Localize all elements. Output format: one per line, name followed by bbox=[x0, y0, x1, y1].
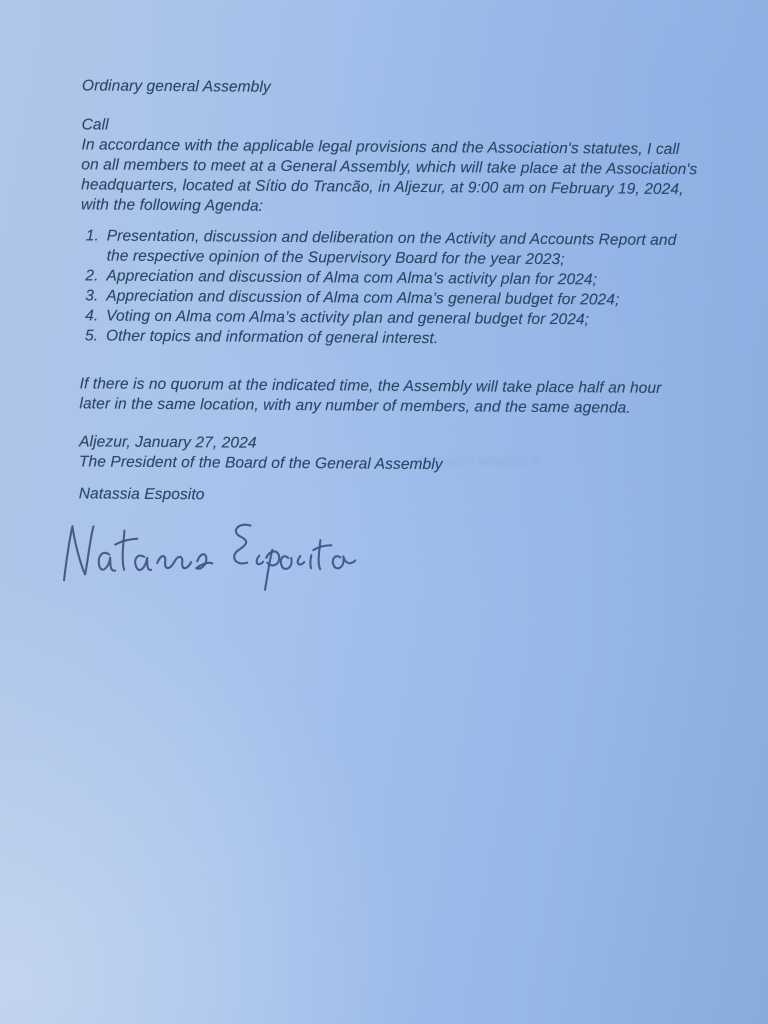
signatory-title: The President of the Board of the General Assembly bbox=[78, 453, 443, 474]
agenda-item-text: Appreciation and discussion of Alma com Alma’s general budget for 2024; bbox=[106, 287, 620, 309]
quorum-paragraph: If there is no quorum at the indicated time, the Assembly will take place half an hour later in the same location, with any number of members, and the same agenda. bbox=[79, 375, 662, 417]
agenda-list bbox=[80, 226, 697, 351]
letter-content bbox=[79, 76, 704, 509]
agenda-item-text: Presentation, discussion and deliberation on the Activity and Accounts Report and the respective opinion of the Supervisory Board for the year 2023; bbox=[106, 227, 677, 269]
intro-paragraph: In accordance with the applicable legal provisions and the Association's statutes, I call on all members to meet at a General Assembly, which will take place at the Association's headquarters, located at Sítio do Trancão, in Aljezur, at 9:00 am on February 19, 2024, with the following Agenda: bbox=[80, 136, 698, 215]
signature-ink-strokes bbox=[54, 498, 365, 605]
agenda-item-number: 5. bbox=[84, 327, 99, 345]
agenda-item-text: Voting on Alma com Alma’s activity plan and general budget for 2024; bbox=[106, 307, 590, 329]
show-through-text: e General Assembly bbox=[414, 452, 540, 468]
agenda-item-text: Other topics and information of general interest. bbox=[105, 327, 439, 348]
agenda-item-number: 4. bbox=[85, 307, 99, 325]
agenda-item bbox=[80, 326, 696, 351]
call-heading: Call bbox=[81, 116, 109, 134]
agenda-item-text: Appreciation and discussion of Alma com Alma’s activity plan for 2024; bbox=[106, 267, 598, 289]
place-and-date: Aljezur, January 27, 2024 bbox=[79, 433, 257, 452]
handwritten-signature bbox=[54, 498, 365, 605]
agenda-item-number: 2. bbox=[85, 267, 99, 285]
agenda-item-number: 1. bbox=[85, 227, 99, 245]
agenda-item bbox=[81, 226, 697, 271]
signatory-name: Natassia Esposito bbox=[78, 485, 205, 504]
letter-title: Ordinary general Assembly bbox=[81, 77, 271, 96]
agenda-item-number: 3. bbox=[85, 287, 99, 305]
